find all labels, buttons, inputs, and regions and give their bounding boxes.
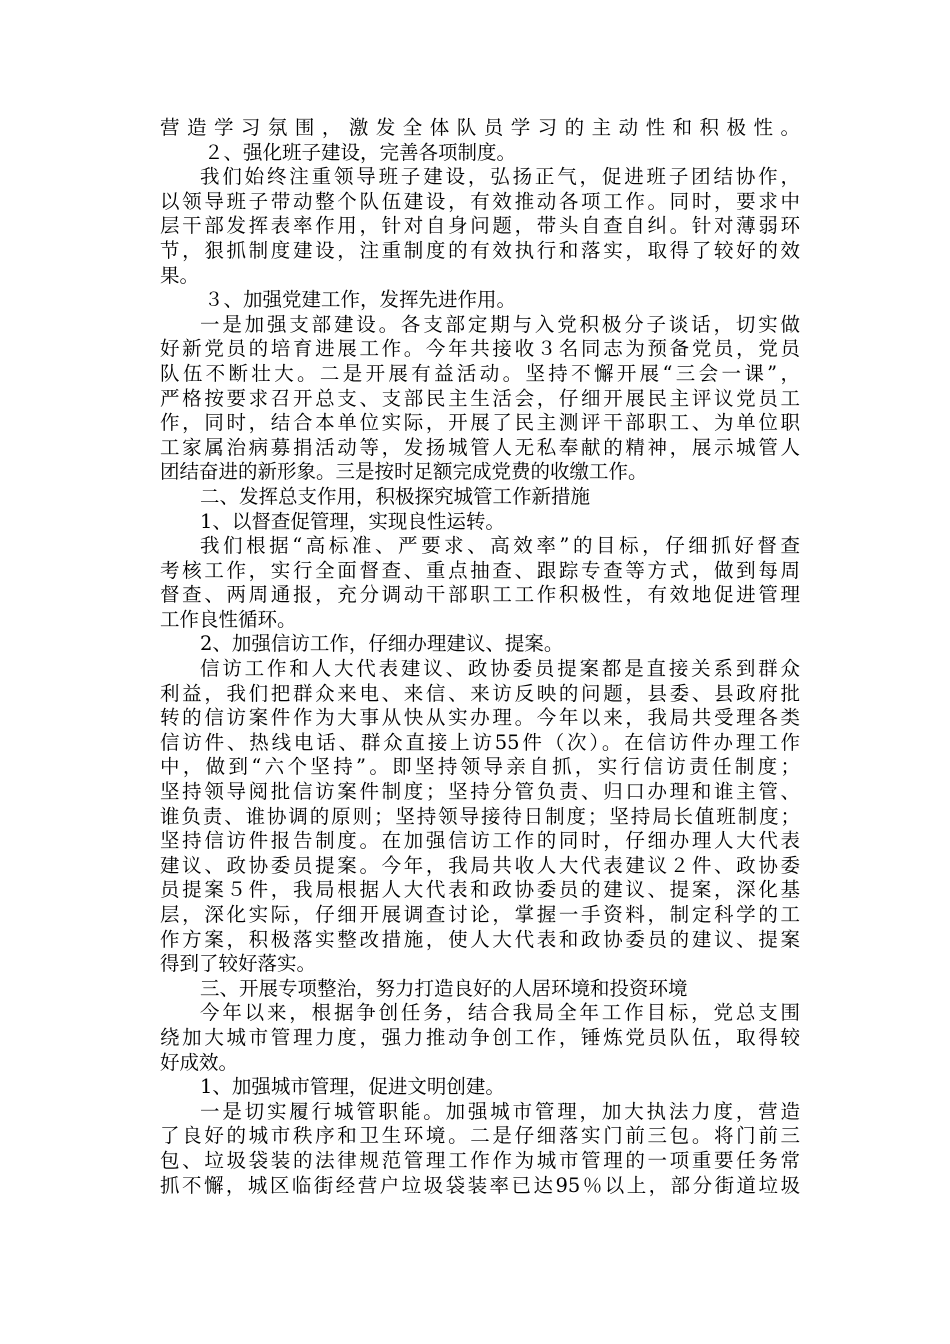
text-line: 督查、两周通报，充分调动干部职工工作积极性，有效地促进管理 — [160, 583, 800, 607]
text-line: 工家属治病募捐活动等，发扬城管人无私奉献的精神，展示城管人 — [160, 435, 800, 459]
text-line: 了良好的城市秩序和卫生环境。二是仔细落实门前三包。将门前三 — [160, 1124, 800, 1148]
text-line: 利益，我们把群众来电、来信、来访反映的问题，县委、县政府批 — [160, 681, 800, 705]
text-line: 绕加大城市管理力度，强力推动争创工作，锤炼党员队伍，取得较 — [160, 1025, 800, 1049]
text-line: 得到了较好落实。 — [160, 952, 317, 976]
text-line: 节，狠抓制度建设，注重制度的有效执行和落实，取得了较好的效 — [160, 238, 800, 262]
section-heading: 2、加强信访工作，仔细办理建议、提案。 — [200, 632, 564, 656]
paragraph-first-line: 我们始终注重领导班子建设，弘扬正气，促进班子团结协作， — [200, 165, 800, 189]
section-heading: ２、强化班子建设，完善各项制度。 — [204, 140, 517, 164]
text-line: 好成效。 — [160, 1050, 239, 1074]
text-line: 中，做到“六个坚持”。即坚持领导亲自抓，实行信访责任制度； — [160, 755, 800, 779]
text-line: 营造学习氛围，激发全体队员学习的主动性和积极性。 — [160, 116, 800, 139]
text-line: 层干部发挥表率作用，针对自身问题，带头自查自纠。针对薄弱环 — [160, 214, 800, 238]
text-line: 建议、政协委员提案。今年，我局共收人大代表建议２件、政协委 — [160, 853, 800, 877]
document-body — [160, 116, 800, 1198]
text-line: 严格按要求召开总支、支部民主生活会，仔细开展民主评议党员工 — [160, 386, 800, 410]
text-line: 坚持领导阅批信访案件制度；坚持分管负责、归口办理和谁主管、 — [160, 780, 800, 804]
text-line: 好新党员的培育进展工作。今年共接收３名同志为预备党员，党员 — [160, 337, 800, 361]
text-line: 转的信访案件作为大事从快从实办理。今年以来，我局共受理各类 — [160, 706, 800, 730]
text-line: 工作良性循环。 — [160, 607, 297, 631]
text-line: 信访件、热线电话、群众直接上访55件（次）。在信访件办理工作 — [160, 730, 800, 754]
text-line: 包、垃圾袋装的法律规范管理工作作为城市管理的一项重要任务常 — [160, 1148, 800, 1172]
paragraph-first-line: 我们根据“高标准、严要求、高效率”的目标，仔细抓好督查 — [200, 534, 800, 558]
paragraph-first-line: 一是切实履行城管职能。加强城市管理，加大执法力度，营造 — [200, 1099, 800, 1123]
section-heading: ３、加强党建工作，发挥先进作用。 — [204, 288, 517, 312]
text-line: 作，同时，结合本单位实际，开展了民主测评干部职工、为单位职 — [160, 411, 800, 435]
text-line: 以领导班子带动整个队伍建设，有效推动各项工作。同时，要求中 — [160, 189, 800, 213]
text-line: 员提案５件，我局根据人大代表和政协委员的建议、提案，深化基 — [160, 878, 800, 902]
section-heading: 1、以督查促管理，实现良性运转。 — [200, 509, 505, 533]
paragraph-first-line: 今年以来，根据争创任务，结合我局全年工作目标，党总支围 — [200, 1001, 800, 1025]
section-heading: 1、加强城市管理，促进文明创建。 — [200, 1075, 505, 1099]
text-line: 抓不懈，城区临街经营户垃圾袋装率已达95％以上，部分街道垃圾 — [160, 1173, 800, 1197]
paragraph-first-line: 一是加强支部建设。各支部定期与入党积极分子谈话，切实做 — [200, 312, 800, 336]
text-line: 层，深化实际，仔细开展调查讨论，掌握一手资料，制定科学的工 — [160, 903, 800, 926]
text-line: 队伍不断壮大。二是开展有益活动。坚持不懈开展“三会一课”， — [160, 361, 800, 385]
section-heading: 二、发挥总支作用，积极探究城管工作新措施 — [200, 484, 591, 508]
text-line: 作方案，积极落实整改措施，使人大代表和政协委员的建议、提案 — [160, 927, 800, 951]
text-line: 谁负责、谁协调的原则；坚持领导接待日制度；坚持局长值班制度； — [160, 804, 800, 828]
text-line: 考核工作，实行全面督查、重点抽查、跟踪专查等方式，做到每周 — [160, 558, 800, 582]
paragraph-first-line: 信访工作和人大代表建议、政协委员提案都是直接关系到群众 — [200, 657, 800, 681]
text-line: 团结奋进的新形象。三是按时足额完成党费的收缴工作。 — [160, 460, 648, 484]
section-heading: 三、开展专项整治，努力打造良好的人居环境和投资环境 — [200, 976, 688, 1000]
text-line: 果。 — [160, 263, 200, 287]
text-line: 坚持信访件报告制度。在加强信访工作的同时，仔细办理人大代表 — [160, 829, 800, 853]
